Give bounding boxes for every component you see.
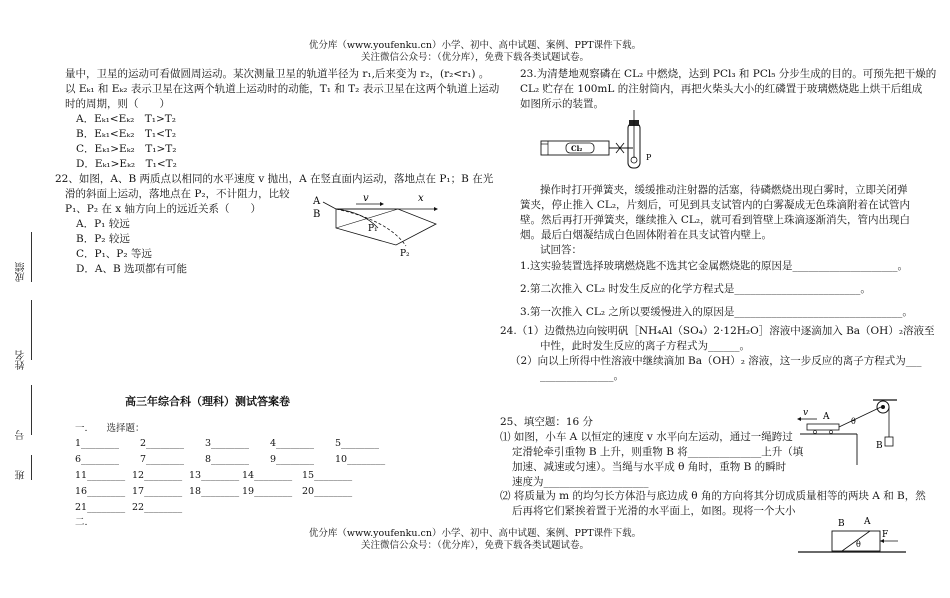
answer-blank[interactable]: 5________ — [335, 438, 380, 449]
answer-blank[interactable]: 11________ — [75, 470, 126, 481]
q22-option-d: D．A、B 选项都有可能 — [76, 263, 188, 275]
fig-label-theta: θ — [851, 417, 856, 426]
answer-blank[interactable]: 16________ — [75, 486, 126, 497]
answer-blank[interactable]: 2________ — [140, 438, 185, 449]
fig-label-p1: P₁ — [368, 224, 378, 234]
q25-line-5: ⑵ 将质量为 m 的均匀长方体沿与底边成 θ 角的方向将其分切成质量相等的两块 A 和 B，然 — [500, 490, 926, 502]
q24-line-2: 中性，此时发生反应的离子方程式为______。 — [540, 340, 750, 352]
fig-label-cl2: Cl₂ — [571, 144, 583, 153]
q21-option-b: B．Eₖ₁<Eₖ₂ T₁<T₂ — [76, 128, 177, 140]
fig-label-a3: A — [864, 517, 871, 527]
q22-line-3: P₁、P₂ 在 x 轴方向上的远近关系（ ） — [65, 203, 261, 215]
header-line-1: 优分库（www.youfenku.cn）小学、初中、高中试题、案例、PPT课件下载。 — [308, 40, 642, 51]
answer-blank[interactable]: 19________ — [242, 486, 293, 497]
q23-line-3: 如图所示的装置。 — [520, 98, 604, 110]
q21-option-d: D．Eₖ₁>Eₖ₂ T₁<T₂ — [76, 158, 177, 170]
answer-blank[interactable]: 15________ — [302, 470, 353, 481]
answer-blank[interactable]: 21________ — [75, 502, 126, 513]
answer-blank[interactable]: 9________ — [270, 454, 315, 465]
q23-paragraph-1: 操作时打开弹簧夹，缓缓推动注射器的活塞，待磷燃烧出现白雾时，立即关闭弹 — [540, 184, 908, 196]
answer-row-3 — [75, 470, 367, 481]
fig-label-p: P — [646, 153, 652, 162]
answer-blank[interactable]: 20________ — [302, 486, 353, 497]
q23-line-2: CL₂ 贮存在 100mL 的注射筒内，再把火柴头大小的红磷置于玻璃燃烧匙上烘干后组成 — [520, 83, 923, 95]
q25-title: 25、填空题：16 分 — [500, 416, 594, 428]
q21-line-2: 以 Eₖ₁ 和 Eₖ₂ 表示卫星在这两个轨道上运动时的动能，T₁ 和 T₂ 表示卫星在这两个轨道上运动 — [65, 83, 500, 95]
q25-line-6: 后再将它们紧挨着置于光滑的水平面上，如图。现将一个大小 — [512, 505, 796, 517]
answer-section-2: 二. — [75, 517, 88, 528]
answer-section-1: 一. 选择题： — [75, 423, 145, 434]
footer-line-1: 优分库（www.youfenku.cn）小学、初中、高中试题、案例、PPT课件下载。 — [308, 528, 642, 539]
answer-blank[interactable]: 7________ — [140, 454, 185, 465]
class-line — [31, 455, 32, 480]
answer-blank[interactable]: 12________ — [132, 470, 183, 481]
answer-sheet-title: 高三年综合科（理科）测试答案卷 — [125, 395, 290, 408]
fig-label-b3: B — [838, 519, 845, 529]
q23-sub-3: 3.第一次推入 CL₂ 之所以要缓慢进入的原因是________________________________。 — [520, 306, 913, 318]
answer-blank[interactable]: 14________ — [242, 470, 293, 481]
answer-blank[interactable]: 13________ — [189, 470, 240, 481]
q21-option-c: C．Eₖ₁>Eₖ₂ T₁>T₂ — [76, 143, 177, 155]
class-label: 班 — [16, 470, 27, 480]
answer-row-5 — [75, 502, 189, 513]
fig-label-v: v — [363, 193, 369, 204]
q24-line-3: （2）向以上所得中性溶液中继续滴加 Ba（OH）₂ 溶液，这一步反应的离子方程式为___ — [510, 355, 922, 367]
answer-blank[interactable]: 6________ — [75, 454, 120, 465]
answer-blank[interactable]: 17________ — [132, 486, 183, 497]
q24-line-4: ______________。 — [540, 370, 624, 382]
fig-label-theta2: θ — [856, 540, 861, 549]
name-label: 姓名 — [16, 350, 27, 370]
fig-label-b: B — [313, 209, 321, 220]
q23-ask: 试回答： — [540, 244, 582, 256]
answer-row-4 — [75, 486, 367, 497]
q22-option-b: B．P₂ 较远 — [76, 233, 130, 245]
q22-line-1: 22、如图，A、B 两质点以相同的水平速度 v 抛出，A 在竖直面内运动，落地点在 P₁；B 在光 — [55, 173, 494, 185]
q23-apparatus-figure — [538, 108, 668, 178]
answer-blank[interactable]: 8________ — [205, 454, 250, 465]
fig-label-f: F — [882, 530, 889, 540]
answer-blank[interactable]: 4________ — [270, 438, 315, 449]
fig-label-x: x — [418, 193, 424, 204]
q22-figure — [308, 190, 458, 260]
q21-line-1: 量中，卫星的运动可看做圆周运动。某次测量卫星的轨道半径为 r₁,后来变为 r₂，(r₂<r₁) 。 — [65, 68, 490, 80]
answer-row-2 — [75, 454, 400, 465]
fig-label-b2: B — [876, 441, 883, 451]
header-line-2: 关注微信公众号：（优分库），免费下载各类试题试卷。 — [360, 52, 589, 63]
answer-blank[interactable]: 18________ — [189, 486, 240, 497]
answer-blank[interactable]: 10________ — [335, 454, 386, 465]
answer-blank[interactable]: 3________ — [205, 438, 250, 449]
number-label: 号 — [16, 430, 27, 440]
q23-sub-1: 1.这实验装置选择玻璃燃烧匙不选其它金属燃烧匙的原因是____________________。 — [520, 260, 909, 272]
q22-line-2: 滑的斜面上运动，落地点在 P₂，不计阻力，比较 — [65, 188, 290, 200]
q25-line-4: 速度为____________________ — [512, 476, 649, 488]
score-label: 成绩 — [16, 262, 27, 282]
number-line — [31, 385, 32, 435]
answer-row-1 — [75, 438, 400, 449]
q25-line-2: 定滑轮牵引重物 B 上升，则重物 B 将______________上升（填 — [512, 446, 804, 458]
q23-line-1: 23.为清楚地观察磷在 CL₂ 中燃烧，达到 PCl₃ 和 PCl₅ 分步生成的目的。可预先把干燥的 — [520, 68, 937, 80]
q24-line-1: 24.（1）边微热边向铵明矾［NH₄Al（SO₄）2·12H₂O］溶液中逐滴加入 Ba（OH）₂溶液至 — [500, 325, 935, 337]
fig-label-v2: v — [803, 408, 809, 418]
fig-label-p2: P₂ — [400, 249, 410, 259]
answer-blank[interactable]: 1________ — [75, 438, 120, 449]
q25-pulley-figure — [795, 393, 905, 468]
q23-paragraph-3: 壁。然后再打开弹簧夹，继续推入 CL₂，就可看到管壁上珠滴逐渐消失，管内出现白 — [520, 214, 911, 226]
q22-option-c: C．P₁、P₂ 等远 — [76, 248, 152, 260]
q25-line-1: ⑴ 如图，小车 A 以恒定的速度 v 水平向左运动，通过一绳跨过 — [500, 431, 793, 443]
name-line — [31, 300, 32, 360]
footer-line-2: 关注微信公众号：（优分库），免费下载各类试题试卷。 — [360, 540, 589, 551]
q21-line-3: 时的周期，则（ ） — [65, 98, 170, 110]
q21-option-a: A．Eₖ₁<Eₖ₂ T₁>T₂ — [76, 113, 177, 125]
score-line — [31, 232, 32, 282]
answer-blank[interactable]: 22________ — [132, 502, 183, 513]
q23-paragraph-4: 烟。最后白烟凝结成白色固体附着在具支试管内壁上。 — [520, 229, 772, 241]
q23-sub-2: 2.第二次推入 CL₂ 时发生反应的化学方程式是________________________。 — [520, 283, 871, 295]
q25-line-3: 加速、减速或匀速）。当绳与水平成 θ 角时，重物 B 的瞬时 — [512, 461, 787, 473]
fig-label-a: A — [313, 196, 321, 207]
q22-option-a: A．P₁ 较远 — [76, 218, 130, 230]
q23-paragraph-2: 簧夹，停止推入 CL₂，片刻后，可见到具支试管内的白雾凝成无色珠滴附着在试管内 — [520, 199, 911, 211]
fig-label-a2: A — [823, 412, 830, 422]
